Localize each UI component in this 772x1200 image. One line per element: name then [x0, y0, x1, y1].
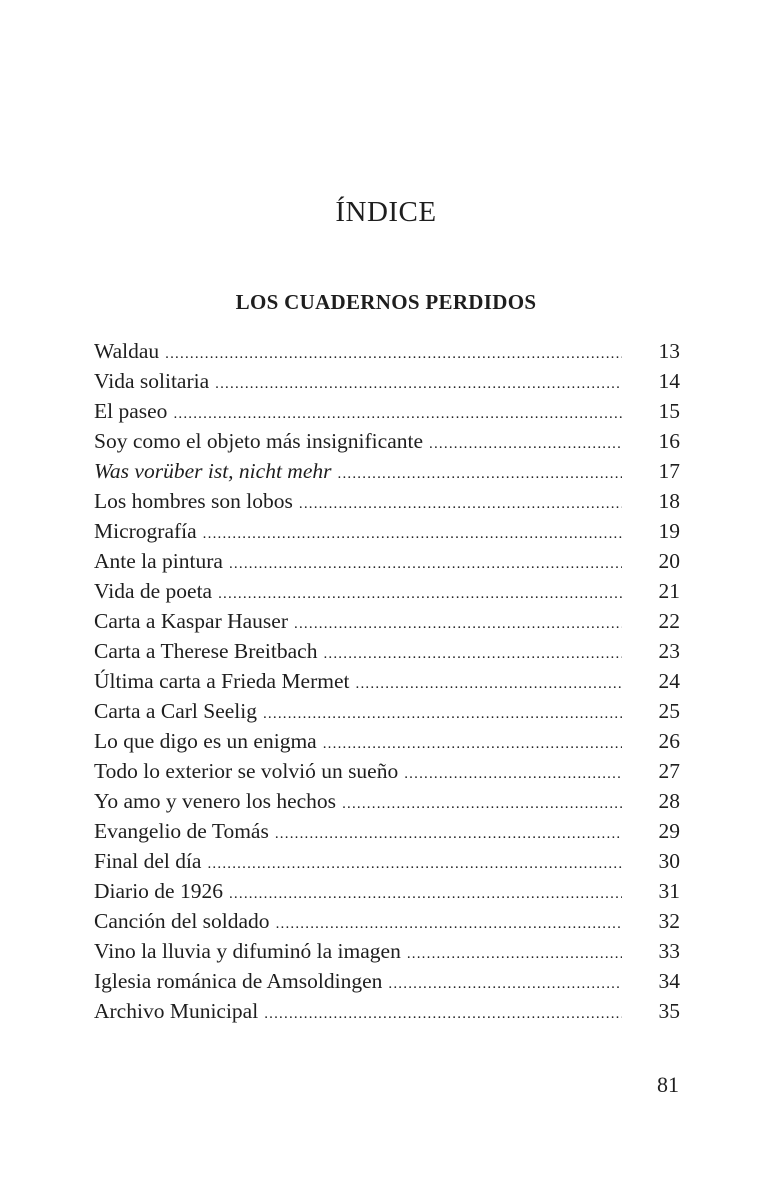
toc-entry-page: 19 [658, 519, 680, 543]
toc-entry-page: 35 [658, 999, 680, 1023]
dot-leader [356, 669, 622, 699]
toc-entry-page: 32 [658, 909, 680, 933]
dot-leader [275, 819, 622, 849]
toc-entry-title: Micrografía [94, 519, 197, 543]
page-number: 81 [657, 1072, 679, 1097]
toc-entry [94, 726, 680, 756]
dot-leader [294, 609, 622, 639]
toc-entry-page: 31 [658, 879, 680, 903]
toc-entry [94, 546, 680, 576]
toc-entry-title: Was vorüber ist, nicht mehr [94, 459, 332, 483]
toc-entry-page: 25 [658, 699, 680, 723]
toc-entry-title: Waldau [94, 339, 160, 363]
toc-entry-title: Soy como el objeto más insignificante [94, 429, 424, 453]
toc-entry [94, 816, 680, 846]
dot-leader [218, 579, 622, 609]
toc-entry-title: Vida solitaria [94, 369, 210, 393]
toc-entry-page: 14 [658, 369, 680, 393]
dot-leader [229, 879, 622, 909]
toc-entry [94, 366, 680, 396]
toc-entry [94, 756, 680, 786]
toc-entry [94, 966, 680, 996]
toc-entry [94, 426, 680, 456]
dot-leader [388, 969, 622, 999]
dot-leader [203, 519, 622, 549]
toc-entry [94, 786, 680, 816]
dot-leader [323, 639, 622, 669]
toc-entry-page: 28 [658, 789, 680, 813]
dot-leader [404, 759, 622, 789]
dot-leader [407, 939, 622, 969]
toc-entry [94, 846, 680, 876]
toc-entry-page: 24 [658, 669, 680, 693]
toc-entry-page: 13 [658, 339, 680, 363]
dot-leader [338, 459, 623, 489]
toc-entry-title: Ante la pintura [94, 549, 223, 573]
toc-entry [94, 936, 680, 966]
section-title: LOS CUADERNOS PERDIDOS [235, 290, 537, 314]
toc-entry-page: 30 [658, 849, 680, 873]
table-of-contents [94, 336, 680, 1026]
dot-leader [215, 369, 622, 399]
dot-leader [165, 339, 622, 369]
toc-entry-title: El paseo [94, 399, 168, 423]
toc-entry-title: Carta a Carl Seelig [94, 699, 257, 723]
toc-entry-page: 33 [658, 939, 680, 963]
toc-entry-title: Carta a Kaspar Hauser [94, 609, 289, 633]
toc-entry-page: 22 [658, 609, 680, 633]
toc-entry-page: 27 [658, 759, 680, 783]
toc-entry [94, 666, 680, 696]
toc-entry-title: Vida de poeta [94, 579, 213, 603]
dot-leader [207, 849, 622, 879]
dot-leader [263, 699, 622, 729]
toc-entry-page: 17 [658, 459, 680, 483]
toc-entry-title: Los hombres son lobos [94, 489, 293, 513]
dot-leader [173, 399, 622, 429]
dot-leader [299, 489, 622, 519]
toc-entry-title: Iglesia románica de Amsoldingen [94, 969, 383, 993]
toc-entry [94, 516, 680, 546]
dot-leader [276, 909, 622, 939]
page-title: ÍNDICE [335, 196, 437, 228]
toc-entry-title: Vino la lluvia y difuminó la imagen [94, 939, 401, 963]
toc-entry [94, 396, 680, 426]
toc-entry [94, 906, 680, 936]
toc-entry-title: Canción del soldado [94, 909, 270, 933]
toc-entry [94, 336, 680, 366]
toc-entry-title: Yo amo y venero los hechos [94, 789, 337, 813]
dot-leader [323, 729, 622, 759]
toc-entry-title: Todo lo exterior se volvió un sueño [94, 759, 399, 783]
toc-entry-page: 20 [658, 549, 680, 573]
toc-entry-page: 26 [658, 729, 680, 753]
toc-entry-page: 15 [658, 399, 680, 423]
toc-entry-page: 29 [658, 819, 680, 843]
toc-entry-page: 23 [658, 639, 680, 663]
toc-entry-title: Evangelio de Tomás [94, 819, 269, 843]
toc-entry [94, 636, 680, 666]
dot-leader [264, 999, 622, 1029]
toc-entry [94, 486, 680, 516]
dot-leader [229, 549, 622, 579]
toc-entry-title: Lo que digo es un enigma [94, 729, 317, 753]
toc-entry [94, 456, 680, 486]
toc-entry-title: Final del día [94, 849, 202, 873]
dot-leader [342, 789, 622, 819]
toc-entry-page: 16 [658, 429, 680, 453]
toc-entry [94, 876, 680, 906]
toc-entry-title: Última carta a Frieda Mermet [94, 669, 350, 693]
toc-entry [94, 696, 680, 726]
toc-entry [94, 996, 680, 1026]
dot-leader [429, 429, 622, 459]
toc-entry-page: 34 [658, 969, 680, 993]
toc-entry [94, 606, 680, 636]
toc-entry-title: Archivo Municipal [94, 999, 259, 1023]
toc-entry [94, 576, 680, 606]
toc-entry-page: 18 [658, 489, 680, 513]
toc-entry-title: Diario de 1926 [94, 879, 223, 903]
toc-entry-title: Carta a Therese Breitbach [94, 639, 318, 663]
toc-entry-page: 21 [658, 579, 680, 603]
